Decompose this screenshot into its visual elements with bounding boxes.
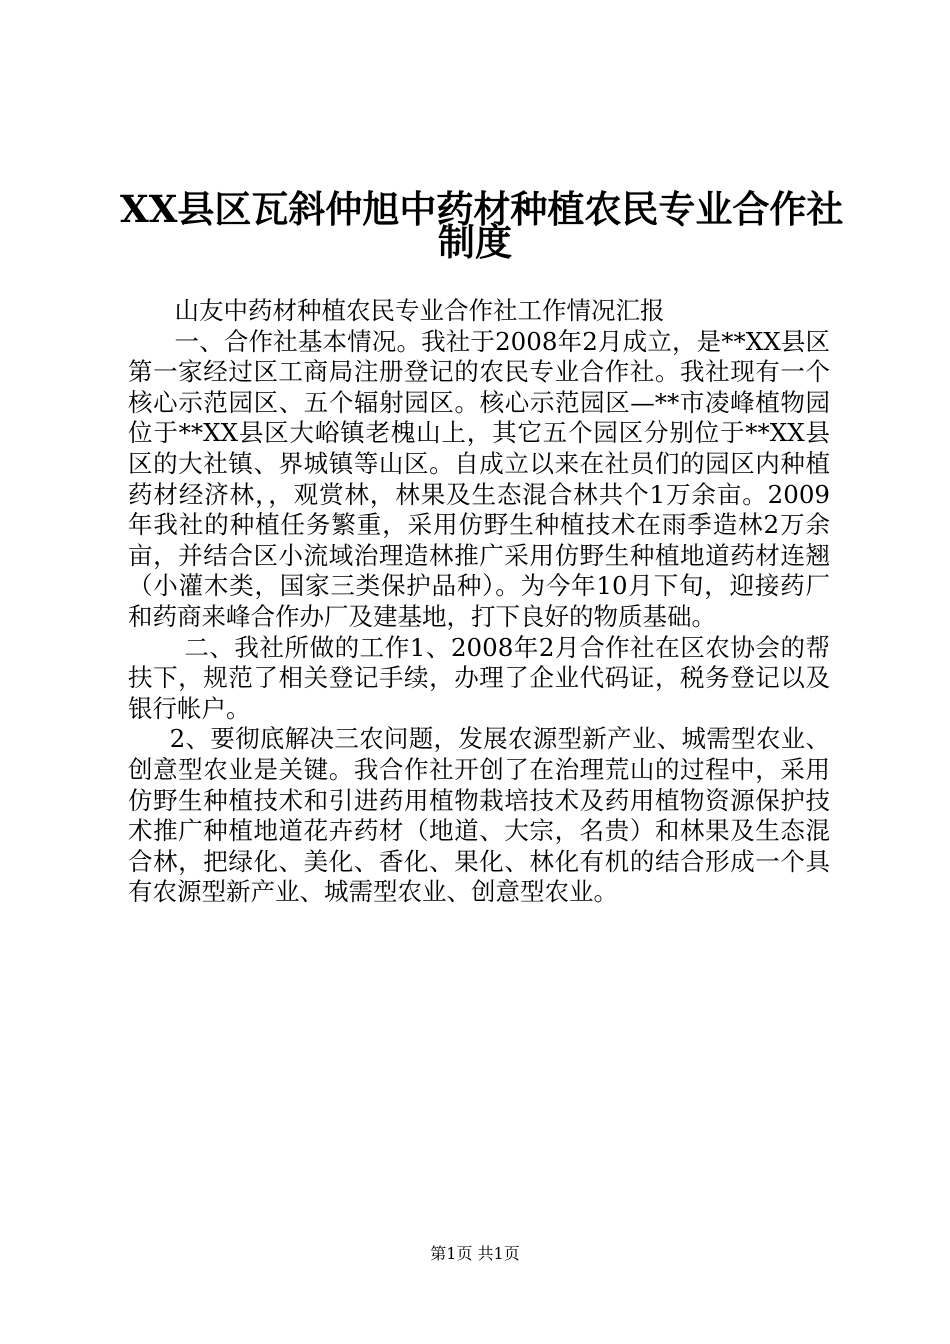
document-title-line-1: XX县区瓦斜仲旭中药材种植农民专业合作社 bbox=[120, 187, 844, 231]
paragraph-subtitle: 山友中药材种植农民专业合作社工作情况汇报 bbox=[174, 296, 665, 325]
document-body bbox=[128, 296, 830, 908]
paragraph-three-rural: 2、要彻底解决三农问题，发展农源型新产业、城需型农业、创意型农业是关键。我合作社开创了在治理荒山的过程中，采用仿野生种植技术和引进药用植物栽培技术及药用植物资源保护技术推广种植地道花卉药材（地道、大宗，名贵）和林果及生态混合林，把绿化、美化、香化、果化、林化有机的结合形成一个具有农源型新产业、城需型农业、创意型农业。 bbox=[128, 724, 830, 907]
paragraph-work-done: 二、我社所做的工作1、2008年2月合作社在区农协会的帮扶下，规范了相关登记手续，办理了企业代码证，税务登记以及银行帐户。 bbox=[128, 632, 830, 723]
document-title-line-2: 制度 bbox=[438, 220, 512, 264]
paragraph-basic-info: 一、合作社基本情况。我社于2008年2月成立，是**XX县区第一家经过区工商局注册登记的农民专业合作社。我社现有一个核心示范园区、五个辐射园区。核心示范园区—**市凌峰植物园位于**XX县区大峪镇老槐山上，其它五个园区分别位于**XX县区的大社镇、界城镇等山区。自成立以来在社员们的园区内种植药材经济林，，观赏林，林果及生态混合林共个1万余亩。2009年我社的种植任务繁重，采用仿野生种植技术在雨季造林2万余亩，并结合区小流域治理造林推广采用仿野生种植地道药材连翘（小灌木类，国家三类保护品种）。为今年10月下旬，迎接药厂和药商来峰合作办厂及建基地，打下良好的物质基础。 bbox=[128, 326, 830, 631]
page-footer: 第1页 共1页 bbox=[430, 1244, 520, 1263]
